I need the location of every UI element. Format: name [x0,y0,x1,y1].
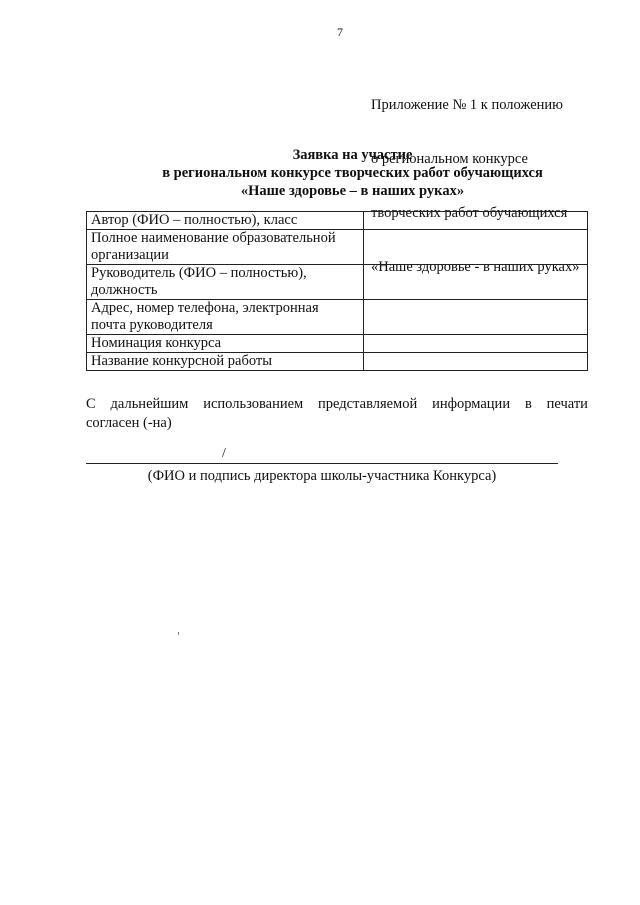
consent-word: представляемой [318,396,418,412]
table-row [87,265,588,300]
application-form-table [86,211,588,371]
label-text: Номинация конкурса [91,335,222,351]
row-value-cell[interactable] [364,300,588,335]
consent-line: согласен (-на) [86,415,172,431]
label-text: Полное наименование образовательной [91,230,336,246]
row-value-cell[interactable] [364,230,588,265]
label-text: организации [91,247,169,263]
table-row [87,335,588,353]
signature-caption: (ФИО и подпись директора школы-участника Конкурса) [147,468,497,484]
consent-statement [86,395,588,433]
row-label [87,265,364,300]
row-label [87,335,364,353]
table-row [87,300,588,335]
table-row [87,212,588,230]
consent-word: информации [432,396,511,412]
appendix-line: творческих работ обучающихся [371,205,568,221]
consent-line [86,395,588,414]
appendix-line: «Наше здоровье - в наших руках» [371,259,580,275]
label-text: должность [91,282,158,298]
title-line: в региональном конкурсе творческих работ обучающихся [162,165,543,181]
document-title [0,146,640,200]
row-label [87,212,364,230]
appendix-line: Приложение № 1 к положению [371,97,564,113]
scan-artifact [178,632,179,635]
page-number: 7 [337,25,343,39]
signature-line[interactable] [86,463,558,464]
consent-word: печати [546,396,588,412]
appendix-line: о региональном конкурсе [371,151,528,167]
signature-separator: / [222,446,226,461]
row-label [87,230,364,265]
row-value-cell[interactable] [364,265,588,300]
title-line: Заявка на участие [292,147,413,163]
consent-word: дальнейшим [110,396,189,412]
row-value-cell[interactable] [364,353,588,371]
label-text: Автор (ФИО – полностью), класс [91,212,298,228]
row-label [87,300,364,335]
consent-word: использованием [203,396,304,412]
label-text: почта руководителя [91,317,213,333]
row-value-cell[interactable] [364,335,588,353]
row-label [87,353,364,371]
consent-word: С [86,396,96,412]
consent-word: в [524,396,532,412]
table-row [87,353,588,371]
label-text: Название конкурсной работы [91,353,272,369]
label-text: Адрес, номер телефона, электронная [91,300,319,316]
table-row [87,230,588,265]
label-text: Руководитель (ФИО – полностью), [91,265,307,281]
row-value-cell[interactable] [364,212,588,230]
title-line: «Наше здоровье – в наших руках» [240,183,465,199]
